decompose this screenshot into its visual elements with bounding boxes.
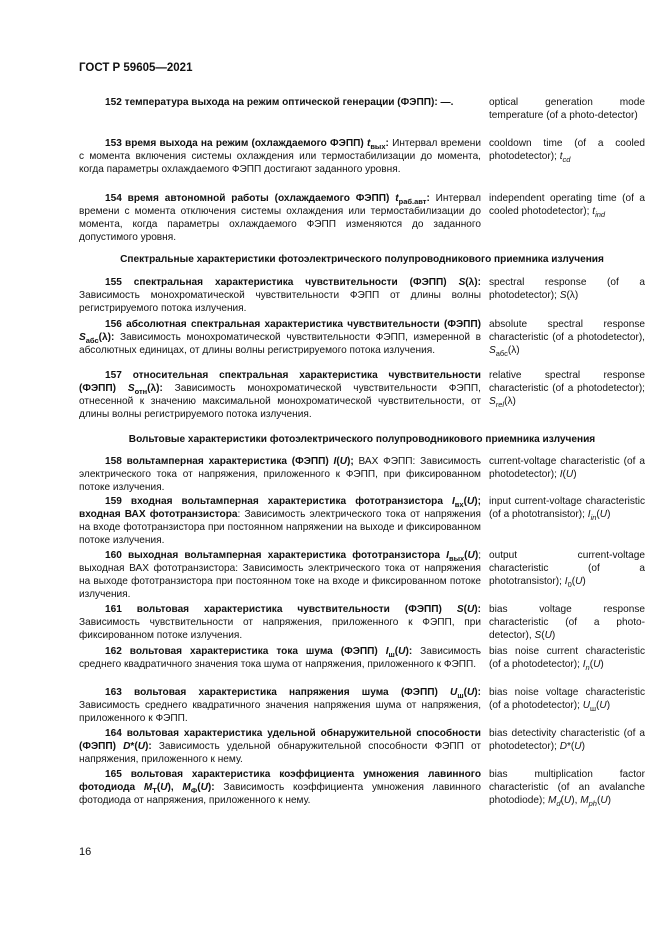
term-en: relative spectral response characteristic (of a photodetector); $S_{rel}(\lambda)$ (489, 370, 645, 410)
term-en: current-voltage characteristic (of a photodetector); I(U) (489, 456, 645, 480)
term-en: bias detectivity characteristic (of a photodetector); D*(U) (489, 728, 645, 752)
term-en: cooldown time (of a cooled photodetector); $t_{cd}$ (489, 138, 645, 165)
term-en: spectral response (of a photodetector); S(λ) (489, 277, 645, 301)
term-ru: 161 вольтовая характеристика чувствительности (ФЭПП) S(U): Зависимость чувствительности от напряжения, приложенного к ФЭПП, при фиксированном потоке излучения. (79, 604, 481, 641)
term-ru: 155 спектральная характеристика чувствительности (ФЭПП) S(λ): Зависимость монохроматической чувствительности ФЭПП от длины волны регистрируемого потока излучения. (79, 277, 481, 314)
term-en: absolute spectral response characteristic (of a photodetector), $S_{абс}(\lambda)$ (489, 319, 645, 359)
term-en: independent operating time (of a cooled photodetector); $t_{ind}$ (489, 193, 645, 220)
term-en: bias multiplication factor characteristic (of an avalanche photodiode); $M_d(U)$, $M_{ph}(U)$ (489, 769, 645, 809)
section-heading-voltage: Вольтовые характеристики фотоэлектрического полупроводникового приемника излучения (128, 434, 596, 445)
term-ru: 157 относительная спектральная характеристика чувствительности (ФЭПП) $S_{отн}(\lambda)$: Зависимость монохроматической чувствительности ФЭПП, отнесенной к значению максимальной монохроматической чувствительности, от длины волны регистрируемого потока излучения. (79, 370, 481, 420)
term-ru: 160 выходная вольтамперная характеристика фототранзистора $I_{вых}(U)$; выходная ВАХ фототранзистора: Зависимость электрического тока от напряжения на выходе фототранзистора при постоянном токе на входе и фиксированном потоке излучения. (79, 550, 481, 600)
term-ru: 163 вольтовая характеристика напряжения шума (ФЭПП) $U_ш(U)$: Зависимость среднего квадратичного значения напряжения шума от напряжения, приложенного к ФЭПП. (79, 687, 481, 724)
term-ru: 164 вольтовая характеристика удельной обнаружительной способности (ФЭПП) D*(U): Зависимость удельной обнаружительной способности ФЭПП от напряжения, приложенного к нему. (79, 728, 481, 765)
term-en: bias noise voltage characteristic (of a photodetector); $U_ш(U)$ (489, 687, 645, 714)
term-ru: 165 вольтовая характеристика коэффициента умножения лавинного фотодиода $M_Т(U)$, $M_Ф(U)$: Зависимость коэффициента умножения лавинного фотодиода от напряжения, приложенного к нему. (79, 769, 481, 806)
document-header: ГОСТ Р 59605—2021 (79, 62, 193, 74)
term-ru: 158 вольтамперная характеристика (ФЭПП) I(U); ВАХ ФЭПП: Зависимость электрического тока от напряжения, приложенного к ФЭПП, при фиксированном потоке излучения. (79, 456, 481, 493)
term-en: optical generation mode temperature (of a photo-detector) (489, 97, 645, 121)
page-number: 16 (79, 846, 92, 858)
term-ru: 162 вольтовая характеристика тока шума (ФЭПП) $I_ш(U)$: Зависимость среднего квадратичного значения тока шума от напряжения, приложенного к ФЭПП. (79, 646, 482, 670)
term-en: bias noise current characteristic (of a photodetector); $I_n(U)$ (489, 646, 645, 673)
term-en: output current-voltage characteristic (of a phototransistor); $I_0(U)$ (489, 550, 645, 590)
term-ru: 156 абсолютная спектральная характеристика чувствительности (ФЭПП) $S_{абс}(\lambda)$: Зависимость монохроматической чувствительности ФЭПП, измеренной в абсолютных единицах, от длины волны регистрируемого потока излучения. (79, 319, 481, 356)
term-ru: 154 время автономной работы (охлаждаемого ФЭПП) $t_{раб.авт}$: Интервал времени с момента отключения системы охлаждения или термостабилизации до момента, когда параметры охлаждаемого ФЭПП изменяются до заданного допустимого уровня. (79, 193, 481, 243)
term-ru: 159 входная вольтамперная характеристика фототранзистора $I_{вх}(U)$; входная ВАХ фототранзистора: Зависимость электрического тока от напряжения на входе фототранзистора при постоянном напряжении на выходе и фиксированном потоке излучения. (79, 496, 481, 546)
term-en: input current-voltage characteristic (of a phototransistor); $I_{in}(U)$ (489, 496, 645, 523)
section-heading-spectral: Спектральные характеристики фотоэлектрического полупроводникового приемника излучения (120, 254, 604, 265)
term-ru: 152 температура выхода на режим оптической генерации (ФЭПП): —. (105, 97, 454, 108)
term-en: bias voltage response characteristic (of a photo-detector), S(U) (489, 604, 645, 641)
term-ru: 153 время выхода на режим (охлаждаемого ФЭПП) $t_{вых}$: Интервал времени с момента включения системы охлаждения или термостабилизации до момента, когда параметры охлаждаемого ФЭПП достигают заданного уровня. (79, 138, 481, 175)
